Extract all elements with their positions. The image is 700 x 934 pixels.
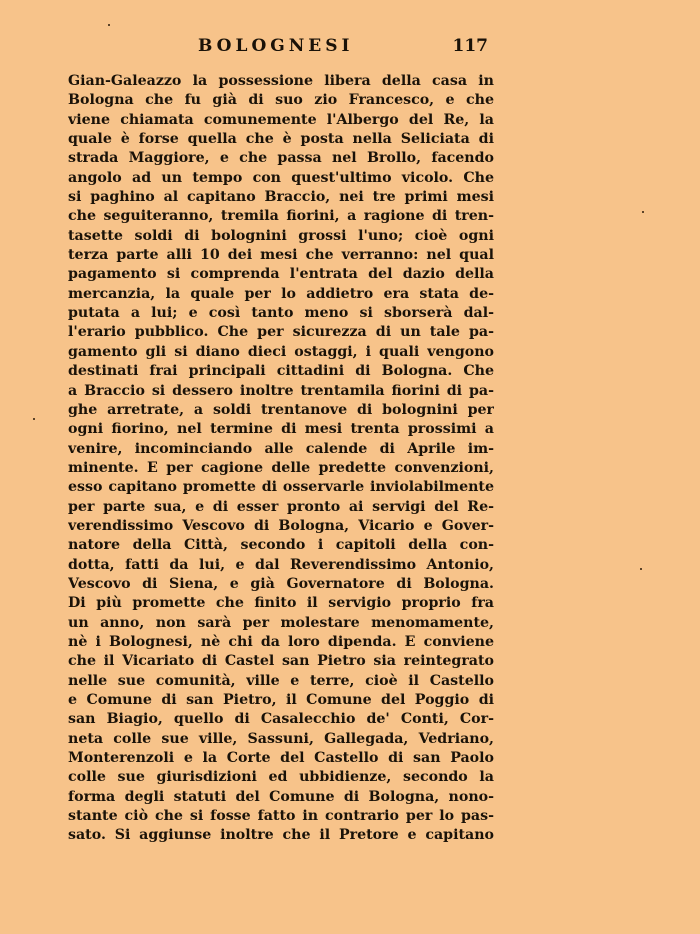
text-line: destinati frai principali cittadini di Bologna. Che (68, 363, 494, 380)
paper-speck (640, 568, 642, 570)
text-line: Vescovo di Siena, e già Governatore di Bologna. (68, 575, 494, 592)
text-line: venire, incominciando alle calende di Aprile im- (68, 440, 494, 457)
text-line: che seguiteranno, tremila fiorini, a ragione di tren- (68, 208, 494, 225)
text-line: per parte sua, e di esser pronto ai servigi del Re- (68, 498, 494, 515)
paper-speck (642, 211, 644, 213)
text-line: san Biagio, quello di Casalecchio de' Conti, Cor- (68, 711, 494, 728)
text-line: esso capitano promette di osservarle inviolabilmente (68, 479, 494, 496)
text-line: un anno, non sarà per molestare menomamente, (68, 614, 494, 631)
text-line: l'erario pubblico. Che per sicurezza di un tale pa- (68, 324, 494, 341)
text-line: a Braccio si dessero inoltre trentamila fiorini di pa- (68, 382, 494, 399)
text-line: neta colle sue ville, Sassuni, Gallegada, Vedriano, (68, 730, 494, 747)
text-line: viene chiamata comunemente l'Albergo del Re, la (68, 111, 494, 128)
text-line: tasette soldi di bolognini grossi l'uno; cioè ogni (68, 227, 494, 244)
running-title: BOLOGNESI (198, 36, 354, 56)
text-line: strada Maggiore, e che passa nel Brollo, facendo (68, 150, 494, 167)
text-line: Monterenzoli e la Corte del Castello di san Paolo (68, 750, 494, 767)
text-line: e Comune di san Pietro, il Comune del Poggio di (68, 692, 494, 708)
text-line: pagamento si comprenda l'entrata del dazio della (68, 266, 494, 283)
text-line: putata a lui; e così tanto meno si sborserà dal- (68, 305, 494, 322)
body-text (68, 72, 494, 846)
text-line: stante ciò che si fosse fatto in contrario per lo pas- (68, 808, 494, 825)
text-line: ghe arretrate, a soldi trentanove di bolognini per (68, 401, 494, 418)
text-line: minente. E per cagione delle predette convenzioni, (68, 459, 494, 476)
text-line: ogni fiorino, nel termine di mesi trenta prossimi a (68, 421, 494, 438)
text-line: colle sue giurisdizioni ed ubbidienze, secondo la (68, 769, 494, 786)
paper-speck (108, 24, 110, 26)
text-line: terza parte alli 10 dei mesi che verranno: nel qual (68, 247, 494, 264)
page-header (68, 36, 488, 62)
text-line: nelle sue comunità, ville e terre, cioè il Castello (68, 672, 494, 689)
text-line: natore della Città, secondo i capitoli della con- (68, 537, 494, 554)
text-line: forma degli statuti del Comune di Bologna, nono- (68, 788, 494, 805)
text-line: quale è forse quella che è posta nella Seliciata di (68, 131, 494, 148)
text-line: mercanzia, la quale per lo addietro era stata de- (68, 285, 494, 302)
text-line: dotta, fatti da lui, e dal Reverendissimo Antonio, (68, 556, 494, 573)
page-number: 117 (452, 36, 488, 56)
text-line: si paghino al capitano Braccio, nei tre primi mesi (68, 189, 494, 206)
text-line: Di più promette che finito il servigio proprio fra (68, 595, 494, 612)
text-line: Bologna che fu già di suo zio Francesco, e che (68, 92, 494, 109)
text-line: nè i Bolognesi, nè chi da loro dipenda. E conviene (68, 633, 494, 650)
text-line: gamento gli si diano dieci ostaggi, i quali vengono (68, 343, 494, 360)
text-line: Gian-Galeazzo la possessione libera della casa in (68, 73, 494, 89)
text-line: verendissimo Vescovo di Bologna, Vicario e Gover- (68, 517, 494, 534)
text-line: sato. Si aggiunse inoltre che il Pretore e capitano (68, 827, 494, 844)
text-line: che il Vicariato di Castel san Pietro sia reintegrato (68, 653, 494, 670)
paper-speck (33, 418, 35, 420)
text-line: angolo ad un tempo con quest'ultimo vicolo. Che (68, 169, 494, 186)
